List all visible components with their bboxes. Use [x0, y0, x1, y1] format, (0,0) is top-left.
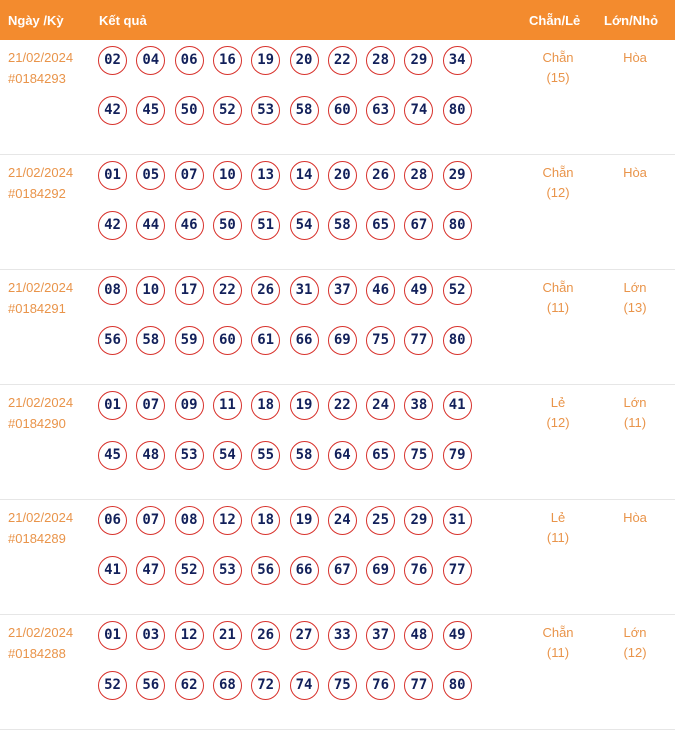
odd-even-count: (11) [546, 530, 570, 545]
odd-even-count: (15) [546, 70, 570, 85]
number-ball: 06 [98, 506, 127, 535]
number-ball: 62 [175, 671, 204, 700]
number-ball: 54 [290, 211, 319, 240]
big-small-value: Hòa [623, 50, 647, 65]
number-ball: 29 [443, 161, 472, 190]
big-small-result [600, 623, 670, 663]
number-ball: 80 [443, 326, 472, 355]
number-ball: 09 [175, 391, 204, 420]
number-ball: 47 [136, 556, 165, 585]
draw-date: 21/02/2024 [8, 395, 74, 410]
number-ball: 58 [290, 96, 319, 125]
odd-even-count: (12) [546, 415, 570, 430]
big-small-result [600, 48, 670, 68]
number-ball: 28 [404, 161, 433, 190]
number-ball: 75 [404, 441, 433, 470]
big-small-count: (13) [623, 300, 647, 315]
odd-even-value: Chẵn [542, 165, 574, 180]
odd-even-result [523, 508, 593, 548]
number-ball: 31 [443, 506, 472, 535]
number-ball: 42 [98, 96, 127, 125]
number-ball: 55 [251, 441, 280, 470]
number-ball: 53 [213, 556, 242, 585]
draw-id: #0184290 [8, 416, 66, 431]
number-ball: 63 [366, 96, 395, 125]
odd-even-value: Chẵn [542, 50, 574, 65]
number-ball: 12 [175, 621, 204, 650]
number-ball: 75 [366, 326, 395, 355]
number-ball: 51 [251, 211, 280, 240]
table-row [0, 500, 675, 615]
number-ball: 08 [98, 276, 127, 305]
number-ball: 07 [136, 506, 165, 535]
number-ball: 11 [213, 391, 242, 420]
number-ball: 66 [290, 556, 319, 585]
table-row [0, 385, 675, 500]
number-ball: 52 [213, 96, 242, 125]
number-ball: 26 [251, 276, 280, 305]
number-ball: 48 [404, 621, 433, 650]
number-ball: 68 [213, 671, 242, 700]
number-ball: 74 [290, 671, 319, 700]
number-ball: 24 [366, 391, 395, 420]
number-ball: 45 [98, 441, 127, 470]
draw-id: #0184293 [8, 71, 66, 86]
big-small-count: (11) [623, 415, 647, 430]
number-ball: 03 [136, 621, 165, 650]
number-ball: 10 [136, 276, 165, 305]
number-ball: 80 [443, 671, 472, 700]
odd-even-result [523, 393, 593, 433]
column-header-date: Ngày /Kỳ [8, 13, 64, 28]
number-ball: 69 [366, 556, 395, 585]
draw-date: 21/02/2024 [8, 625, 74, 640]
number-ball: 77 [443, 556, 472, 585]
number-ball: 22 [213, 276, 242, 305]
number-ball: 60 [213, 326, 242, 355]
number-ball: 75 [328, 671, 357, 700]
odd-even-count: (12) [546, 185, 570, 200]
table-row [0, 615, 675, 730]
table-row [0, 155, 675, 270]
number-ball: 53 [175, 441, 204, 470]
number-ball: 80 [443, 211, 472, 240]
number-ball: 37 [328, 276, 357, 305]
big-small-result [600, 163, 670, 183]
number-ball: 67 [328, 556, 357, 585]
number-ball: 45 [136, 96, 165, 125]
number-ball: 07 [175, 161, 204, 190]
number-ball: 18 [251, 506, 280, 535]
number-ball: 65 [366, 441, 395, 470]
column-header-result: Kết quả [99, 13, 147, 28]
number-ball: 21 [213, 621, 242, 650]
number-ball: 06 [175, 46, 204, 75]
odd-even-result [523, 623, 593, 663]
number-ball: 59 [175, 326, 204, 355]
odd-even-result [523, 163, 593, 203]
big-small-value: Lớn [623, 395, 647, 410]
number-ball: 17 [175, 276, 204, 305]
number-ball: 01 [98, 621, 127, 650]
number-ball: 20 [290, 46, 319, 75]
number-ball: 53 [251, 96, 280, 125]
number-ball: 41 [98, 556, 127, 585]
number-ball: 28 [366, 46, 395, 75]
number-ball: 58 [328, 211, 357, 240]
number-ball: 50 [175, 96, 204, 125]
odd-even-value: Chẵn [542, 280, 574, 295]
number-ball: 48 [136, 441, 165, 470]
number-ball: 19 [290, 506, 319, 535]
number-ball: 58 [136, 326, 165, 355]
number-ball: 29 [404, 46, 433, 75]
draw-id: #0184288 [8, 646, 66, 661]
draw-date: 21/02/2024 [8, 50, 74, 65]
number-ball: 07 [136, 391, 165, 420]
number-ball: 12 [213, 506, 242, 535]
number-ball: 01 [98, 161, 127, 190]
odd-even-count: (11) [546, 645, 570, 660]
number-ball: 22 [328, 46, 357, 75]
number-ball: 79 [443, 441, 472, 470]
number-ball: 24 [328, 506, 357, 535]
table-row [0, 40, 675, 155]
column-header-odd-even: Chẵn/Lẻ [529, 13, 581, 28]
number-ball: 66 [290, 326, 319, 355]
number-ball: 46 [175, 211, 204, 240]
draw-id: #0184291 [8, 301, 66, 316]
number-ball: 58 [290, 441, 319, 470]
number-ball: 77 [404, 671, 433, 700]
draw-date: 21/02/2024 [8, 165, 74, 180]
odd-even-count: (11) [546, 300, 570, 315]
number-ball: 49 [404, 276, 433, 305]
number-ball: 61 [251, 326, 280, 355]
number-ball: 52 [175, 556, 204, 585]
number-ball: 52 [98, 671, 127, 700]
number-ball: 08 [175, 506, 204, 535]
number-ball: 31 [290, 276, 319, 305]
number-ball: 26 [251, 621, 280, 650]
number-ball: 76 [366, 671, 395, 700]
odd-even-value: Chẵn [542, 625, 574, 640]
number-ball: 69 [328, 326, 357, 355]
number-ball: 10 [213, 161, 242, 190]
big-small-value: Lớn [623, 280, 647, 295]
column-header-big-small: Lớn/Nhỏ [604, 13, 659, 28]
number-ball: 64 [328, 441, 357, 470]
number-ball: 19 [251, 46, 280, 75]
draw-id: #0184289 [8, 531, 66, 546]
big-small-value: Hòa [623, 510, 647, 525]
number-ball: 46 [366, 276, 395, 305]
number-ball: 42 [98, 211, 127, 240]
odd-even-result [523, 278, 593, 318]
number-ball: 77 [404, 326, 433, 355]
number-ball: 72 [251, 671, 280, 700]
number-ball: 67 [404, 211, 433, 240]
number-ball: 13 [251, 161, 280, 190]
number-ball: 26 [366, 161, 395, 190]
big-small-result [600, 393, 670, 433]
number-ball: 50 [213, 211, 242, 240]
number-ball: 20 [328, 161, 357, 190]
number-ball: 04 [136, 46, 165, 75]
number-ball: 33 [328, 621, 357, 650]
number-ball: 60 [328, 96, 357, 125]
number-ball: 01 [98, 391, 127, 420]
number-ball: 02 [98, 46, 127, 75]
number-ball: 38 [404, 391, 433, 420]
big-small-count: (12) [623, 645, 647, 660]
number-ball: 56 [251, 556, 280, 585]
number-ball: 54 [213, 441, 242, 470]
number-ball: 65 [366, 211, 395, 240]
big-small-value: Hòa [623, 165, 647, 180]
big-small-result [600, 508, 670, 528]
results-table-header [0, 0, 675, 40]
odd-even-value: Lẻ [550, 395, 566, 410]
number-ball: 80 [443, 96, 472, 125]
number-ball: 76 [404, 556, 433, 585]
number-ball: 19 [290, 391, 319, 420]
number-ball: 52 [443, 276, 472, 305]
number-ball: 27 [290, 621, 319, 650]
number-ball: 41 [443, 391, 472, 420]
number-ball: 49 [443, 621, 472, 650]
draw-date: 21/02/2024 [8, 280, 74, 295]
table-row [0, 270, 675, 385]
number-ball: 29 [404, 506, 433, 535]
number-ball: 16 [213, 46, 242, 75]
number-ball: 37 [366, 621, 395, 650]
number-ball: 05 [136, 161, 165, 190]
number-ball: 44 [136, 211, 165, 240]
number-ball: 34 [443, 46, 472, 75]
number-ball: 18 [251, 391, 280, 420]
big-small-result [600, 278, 670, 318]
big-small-value: Lớn [623, 625, 647, 640]
number-ball: 14 [290, 161, 319, 190]
number-ball: 25 [366, 506, 395, 535]
number-ball: 74 [404, 96, 433, 125]
number-ball: 22 [328, 391, 357, 420]
draw-date: 21/02/2024 [8, 510, 74, 525]
number-ball: 56 [98, 326, 127, 355]
draw-id: #0184292 [8, 186, 66, 201]
odd-even-value: Lẻ [550, 510, 566, 525]
number-ball: 56 [136, 671, 165, 700]
odd-even-result [523, 48, 593, 88]
